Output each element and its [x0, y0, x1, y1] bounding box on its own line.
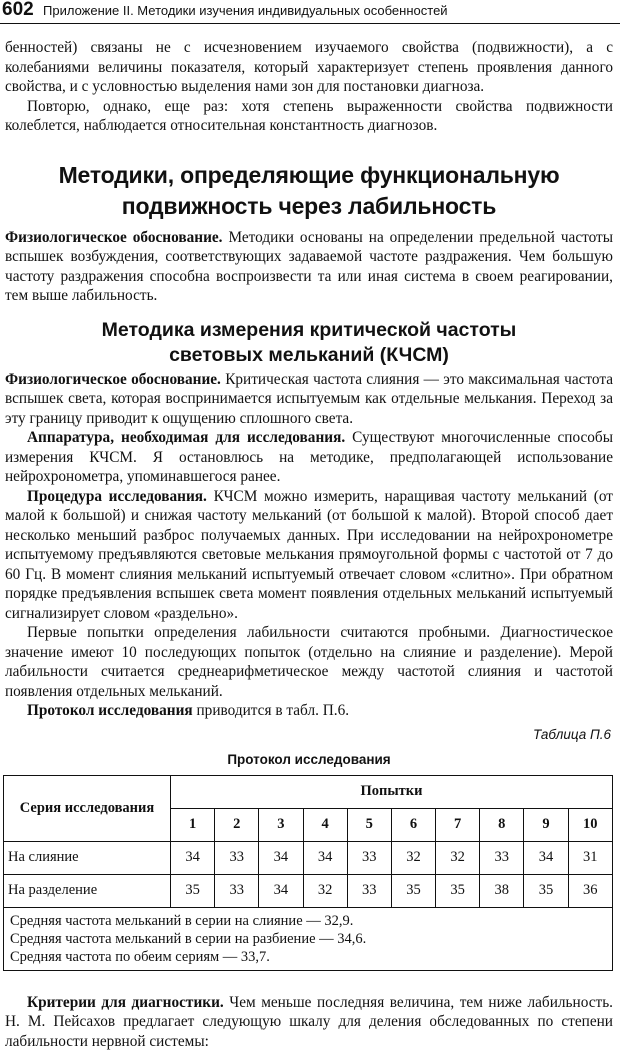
attempt-number: 5: [347, 808, 391, 841]
subsection-title-line-2: световых мельканий (КЧСМ): [5, 343, 613, 368]
attempt-number: 10: [568, 808, 612, 841]
table-cell: 33: [215, 874, 259, 907]
summary-row: [4, 907, 613, 970]
table-cell: 33: [347, 874, 391, 907]
running-header: [0, 0, 620, 24]
table-cell: 35: [524, 874, 568, 907]
table-cell: 34: [524, 841, 568, 874]
table-cell: 33: [480, 841, 524, 874]
table-cell: 31: [568, 841, 612, 874]
table-cell: 34: [171, 841, 215, 874]
paragraph-text: приводится в табл. П.6.: [193, 702, 349, 719]
attempt-number: 8: [480, 808, 524, 841]
series-header: Серия исследования: [4, 775, 171, 841]
run-in-label: Критерии для диагностики.: [27, 994, 224, 1011]
procedure-paragraph: [5, 487, 613, 624]
attempt-number: 2: [215, 808, 259, 841]
section-title-line-2: подвижность через лабильность: [5, 191, 613, 222]
table-cell: 33: [215, 841, 259, 874]
paragraph-text: Существуют многочисленные способы измерения КЧСМ. Я остановлюсь на методике, предполагающей использование нейрохронометра, упоминавшегося ранее.: [5, 429, 613, 485]
protocol-reference-paragraph: [5, 701, 613, 721]
attempts-paragraph: Первые попытки определения лабильности считаются пробными. Диагностическое значение имеют 10 последующих попыток (отдельно на слияние и разделение). Мерой лабильности считается среднеарифметическое между частотой слияния и частотой появления отдельных мельканий.: [5, 623, 613, 701]
run-in-label: Процедура исследования.: [27, 488, 207, 505]
page-number: 602: [2, 0, 34, 21]
row-name: На разделение: [4, 874, 171, 907]
attempt-number: 6: [391, 808, 435, 841]
summary-line: Средняя частота по обеим сериям — 33,7.: [10, 948, 606, 966]
protocol-table: [3, 775, 613, 971]
page-body: [5, 38, 613, 1051]
paragraph-text: Чем меньше последняя величина, тем ниже лабильность. Н. М. Пейсахов предлагает следующую шкалу для деления обследованных по степени лабильности нервной системы:: [5, 994, 613, 1050]
table-cell: 38: [480, 874, 524, 907]
intro-paragraph-1: бенностей) связаны не с исчезновением изучаемого свойства (подвижности), а с колебаниями величины показателя, который характеризует степень проявления данного свойства, и с условностью выделения нами зон для постановки диагноза.: [5, 38, 613, 97]
subsection-title-kchsm: [5, 318, 613, 368]
table-cell: 34: [259, 841, 303, 874]
summary-line: Средняя частота мельканий в серии на слияние — 32,9.: [10, 912, 606, 930]
table-header-row: [4, 775, 613, 808]
row-name: На слияние: [4, 841, 171, 874]
physiology-paragraph: [5, 370, 613, 429]
criteria-paragraph: [5, 993, 613, 1051]
paragraph-text: КЧСМ можно измерить, наращивая частоту мельканий (от малой к большой) и снижая частоту мельканий (от большой к малой). Второй способ дает несколько меньший разброс получаемых данных. При исследовании на нейрохронометре испытуемому предъявляются световые мелькания прямоугольной формы с частотой от 7 до 60 Гц. В момент слияния мельканий испытуемый отвечает словом «слитно». При обратном порядке предъявления вспышек света момент появления отдельных мельканий испытуемый сигнализирует словом «раздельно».: [5, 488, 613, 622]
apparatus-paragraph: [5, 428, 613, 487]
section-title-lability: [5, 160, 613, 222]
table-cell: 32: [391, 841, 435, 874]
intro-paragraph-2: Повторю, однако, еще раз: хотя степень выраженности свойства подвижности колеблется, наблюдается относительная константность диагнозов.: [5, 97, 613, 136]
section1-paragraph: [5, 228, 613, 306]
table-cell: 34: [303, 841, 347, 874]
table-cell: 33: [347, 841, 391, 874]
section-title-line-1: Методики, определяющие функциональную: [5, 160, 613, 191]
table-row: [4, 841, 613, 874]
summary-cell: [4, 907, 613, 970]
table-cell: 36: [568, 874, 612, 907]
attempt-number: 3: [259, 808, 303, 841]
subsection-title-line-1: Методика измерения критической частоты: [5, 318, 613, 343]
attempt-number: 7: [436, 808, 480, 841]
table-cell: 32: [303, 874, 347, 907]
run-in-label: Физиологическое обоснование.: [5, 229, 223, 246]
attempts-header: Попытки: [171, 775, 613, 808]
paragraph-text: Методики основаны на определении предельной частоты вспышек возбуждения, соответствующих задаваемой частоте раздражения. Чем большую частоту раздражения способна воспроизвести та или иная система в своем реагировании, тем выше лабильность.: [5, 229, 613, 305]
attempt-number: 9: [524, 808, 568, 841]
table-cell: 34: [259, 874, 303, 907]
table-row: [4, 874, 613, 907]
table-cell: 35: [391, 874, 435, 907]
running-title: Приложение II. Методики изучения индивидуальных особенностей: [43, 3, 448, 18]
attempt-number: 4: [303, 808, 347, 841]
table-cell: 32: [436, 841, 480, 874]
table-title: Протокол исследования: [5, 752, 613, 767]
table-label: Таблица П.6: [5, 727, 613, 742]
attempt-number: 1: [171, 808, 215, 841]
paragraph-text: Критическая частота слияния — это максимальная частота вспышек света, которая воспринимается испытуемым как отдельные мелькания. Переход за эту границу приводит к ощущению сплошного света.: [5, 371, 613, 427]
run-in-label: Протокол исследования: [27, 702, 193, 719]
run-in-label: Физиологическое обоснование.: [5, 371, 221, 388]
table-cell: 35: [171, 874, 215, 907]
summary-line: Средняя частота мельканий в серии на разбиение — 34,6.: [10, 930, 606, 948]
run-in-label: Аппаратура, необходимая для исследования.: [27, 429, 345, 446]
table-cell: 35: [436, 874, 480, 907]
